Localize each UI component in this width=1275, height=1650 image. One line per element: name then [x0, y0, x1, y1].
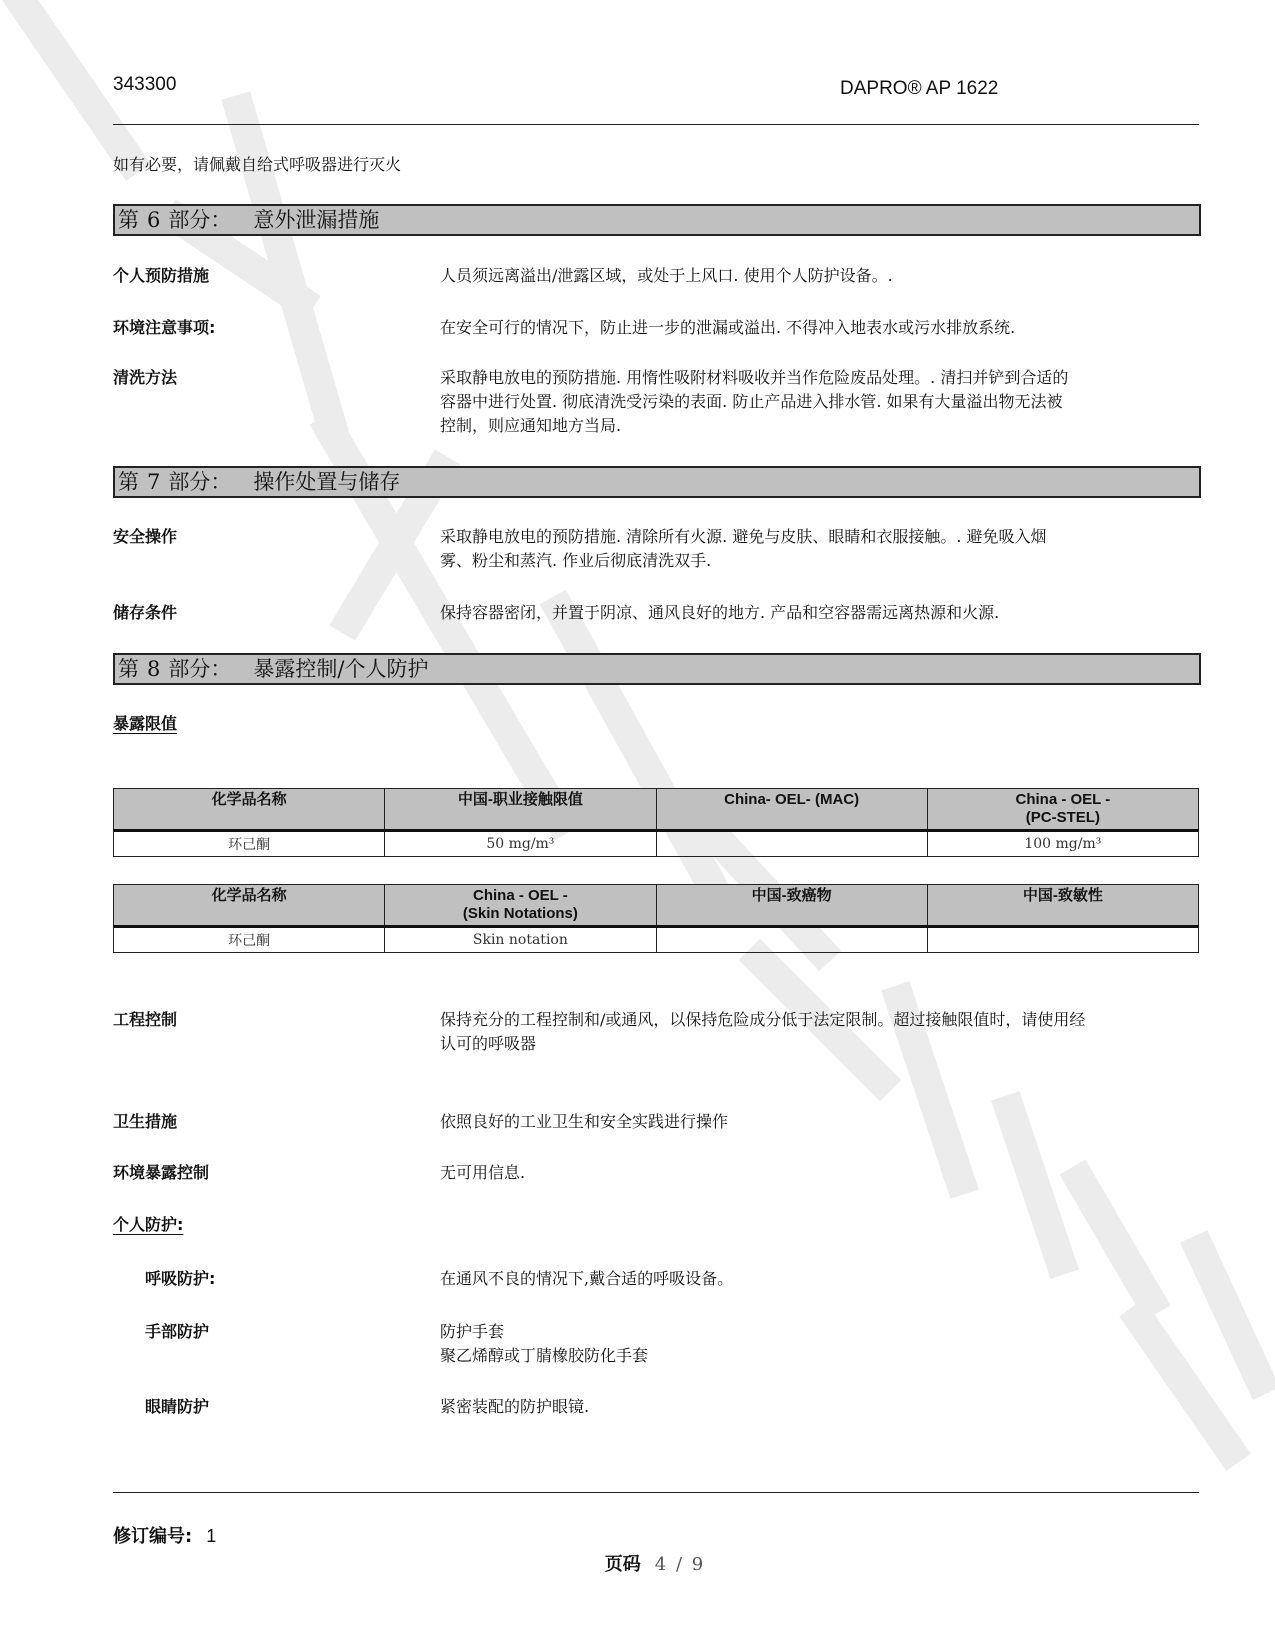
section-8-header: [113, 653, 1201, 685]
field-value-environmental-precautions: [440, 316, 1200, 340]
footer-divider: [113, 1492, 1199, 1493]
field-value-cleanup-methods: [440, 366, 1200, 438]
text-line: 保持容器密闭，并置于阴凉、通风良好的地方. 产品和空容器需远离热源和火源.: [440, 603, 1000, 622]
product-name: DAPRO® AP 1622: [840, 78, 999, 99]
table-cell: [927, 927, 1198, 953]
section-suffix: 部分：: [168, 657, 232, 681]
field-label-environmental-precautions: 环境注意事项:: [113, 318, 216, 337]
column-header: China - OEL - (Skin Notations): [385, 885, 656, 927]
field-label-cleanup-methods: 清洗方法: [113, 368, 178, 387]
text-line: 采取静电放电的预防措施. 清除所有火源. 避免与皮肤、眼睛和衣服接触。. 避免吸入烟: [440, 527, 1047, 546]
text-line: 在通风不良的情况下,戴合适的呼吸设备。: [440, 1269, 734, 1288]
table-cell: 环己酮: [114, 831, 385, 857]
field-label-eye-protection: 眼睛防护: [145, 1397, 210, 1416]
field-value-hygiene-measures: [440, 1110, 1200, 1134]
section-number: 8: [147, 657, 161, 681]
section-suffix: 部分：: [168, 208, 232, 232]
field-label-safe-handling: 安全操作: [113, 527, 178, 546]
field-label-environmental-exposure-controls: 环境暴露控制: [113, 1163, 210, 1182]
page-number: 4 / 9: [654, 1554, 706, 1575]
column-header: 化学品名称: [114, 789, 385, 831]
section-prefix: 第: [118, 470, 139, 494]
revision-info: [113, 1522, 216, 1548]
page-indicator: [0, 1550, 1275, 1576]
field-value-eye-protection: [440, 1395, 1200, 1419]
section-prefix: 第: [118, 208, 139, 232]
text-line: 保持充分的工程控制和/或通风，以保持危险成分低于法定限制。超过接触限值时，请使用经: [440, 1010, 1086, 1029]
column-header: 中国-致癌物: [656, 885, 927, 927]
column-header: 化学品名称: [114, 885, 385, 927]
text-line: 容器中进行处置. 彻底清洗受污染的表面. 防止产品进入排水管. 如果有大量溢出物无法被: [440, 392, 1063, 411]
text-line: 人员须远离溢出/泄露区域，或处于上风口. 使用个人防护设备。.: [440, 266, 893, 285]
field-value-environmental-exposure-controls: [440, 1161, 1200, 1185]
page-label: 页码: [604, 1554, 641, 1575]
field-value-personal-precautions: [440, 264, 1200, 288]
revision-number: 1: [206, 1526, 217, 1546]
exposure-limits-heading: 暴露限值: [113, 714, 178, 733]
table-header-row: [114, 885, 1199, 927]
section-suffix: 部分：: [168, 470, 232, 494]
text-line: 依照良好的工业卫生和安全实践进行操作: [440, 1112, 729, 1131]
exposure-limits-table-1: [113, 788, 1199, 857]
field-label-storage-conditions: 储存条件: [113, 603, 178, 622]
exposure-limits-table-2: [113, 884, 1199, 953]
text-line: 在安全可行的情况下，防止进一步的泄漏或溢出. 不得冲入地表水或污水排放系统.: [440, 318, 1016, 337]
field-label-respiratory-protection: 呼吸防护:: [145, 1269, 216, 1288]
table-row: [114, 831, 1199, 857]
column-header: China - OEL - (PC-STEL): [927, 789, 1198, 831]
header-divider: [113, 124, 1199, 125]
section-title: 意外泄漏措施: [253, 208, 380, 232]
section-prefix: 第: [118, 657, 139, 681]
field-value-hand-protection: [440, 1320, 1200, 1368]
field-label-hand-protection: 手部防护: [145, 1322, 210, 1341]
table-cell: 100 mg/m³: [927, 831, 1198, 857]
text-line: 控制，则应通知地方当局.: [440, 416, 622, 435]
column-header: China- OEL- (MAC): [656, 789, 927, 831]
section-title: 操作处置与储存: [253, 470, 401, 494]
section-number: 6: [147, 208, 161, 232]
text-line: 聚乙烯醇或丁腈橡胶防化手套: [440, 1346, 649, 1365]
revision-label: 修订编号:: [113, 1526, 193, 1547]
firefighting-note: 如有必要，请佩戴自给式呼吸器进行灭火: [113, 155, 402, 174]
column-header: 中国-致敏性: [927, 885, 1198, 927]
table-cell: [656, 831, 927, 857]
section-6-header: [113, 204, 1201, 236]
table-cell: [656, 927, 927, 953]
table-header-row: [114, 789, 1199, 831]
text-line: 无可用信息.: [440, 1163, 526, 1182]
field-label-personal-precautions: 个人预防措施: [113, 266, 210, 285]
field-label-hygiene-measures: 卫生措施: [113, 1112, 178, 1131]
field-label-engineering-controls: 工程控制: [113, 1010, 178, 1029]
text-line: 防护手套: [440, 1322, 505, 1341]
field-value-storage-conditions: [440, 601, 1200, 625]
section-7-header: [113, 466, 1201, 498]
field-value-safe-handling: [440, 525, 1200, 573]
table-cell: Skin notation: [385, 927, 656, 953]
table-cell: 环己酮: [114, 927, 385, 953]
text-line: 雾、粉尘和蒸汽. 作业后彻底清洗双手.: [440, 551, 712, 570]
document-number: 343300: [113, 74, 177, 95]
field-value-respiratory-protection: [440, 1267, 1200, 1291]
table-row: [114, 927, 1199, 953]
section-number: 7: [147, 470, 161, 494]
text-line: 紧密装配的防护眼镜.: [440, 1397, 590, 1416]
column-header: 中国-职业接触限值: [385, 789, 656, 831]
text-line: 认可的呼吸器: [440, 1034, 537, 1053]
field-value-engineering-controls: [440, 1008, 1200, 1056]
table-cell: 50 mg/m³: [385, 831, 656, 857]
text-line: 采取静电放电的预防措施. 用惰性吸附材料吸收并当作危险废品处理。. 清扫并铲到合适的: [440, 368, 1069, 387]
section-title: 暴露控制/个人防护: [253, 657, 429, 681]
personal-protection-heading: 个人防护:: [113, 1215, 184, 1234]
